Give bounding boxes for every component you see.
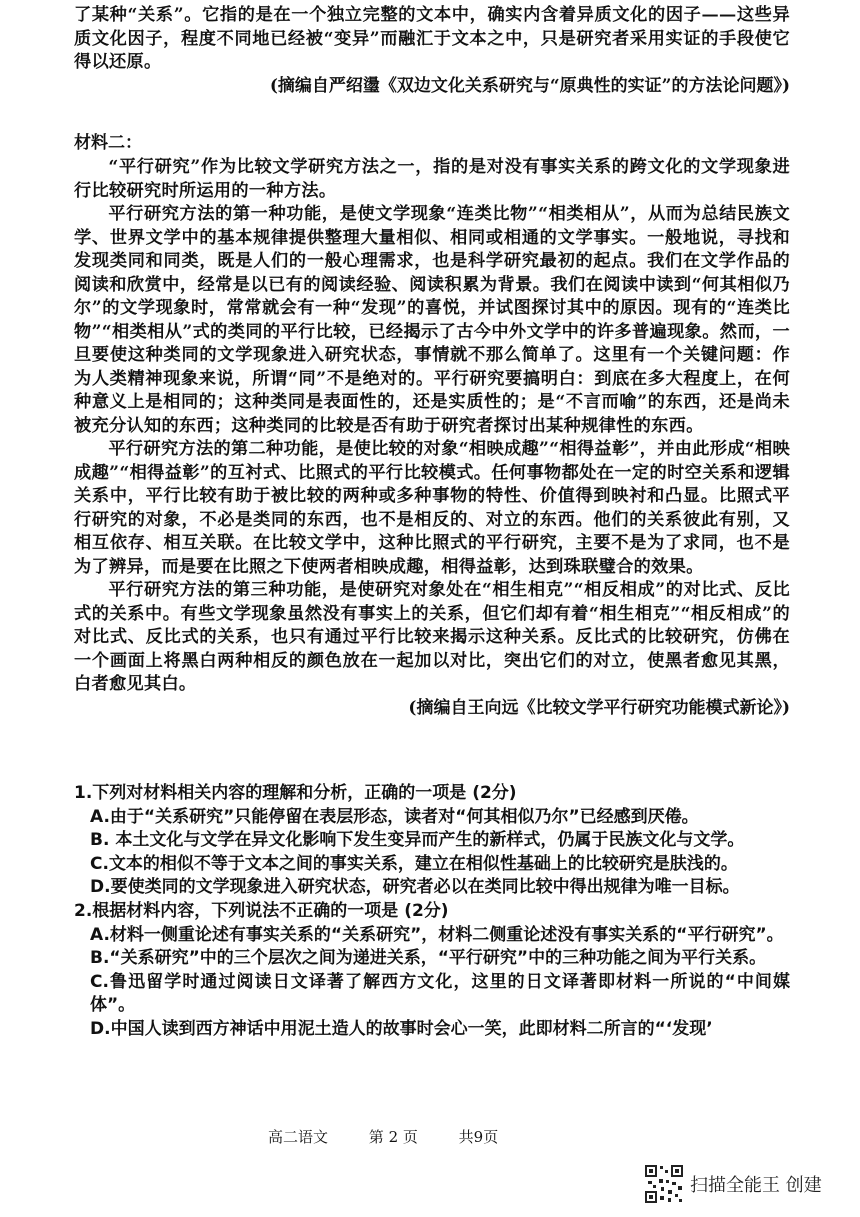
question-option: A.材料一侧重论述有事实关系的“关系研究”，材料二侧重论述没有事实关系的“平行研究”。 bbox=[90, 924, 784, 945]
material-two-source: (摘编自王向远《比较文学平行研究功能模式新论》) bbox=[408, 697, 790, 718]
question-option: C.鲁迅留学时通过阅读日文译著了解西方文化，这里的日文译著即材料一所说的“中间媒体”。 bbox=[90, 971, 790, 1016]
question-option: D.要使类同的文学现象进入研究状态，研究者必以在类同比较中得出规律为唯一目标。 bbox=[90, 877, 740, 898]
question-option: B.“关系研究”中的三个层次之间为递进关系，“平行研究”中的三种功能之间为平行关系。 bbox=[90, 948, 767, 969]
scanner-watermark bbox=[644, 1164, 822, 1204]
watermark-text: 扫描全能王 创建 bbox=[690, 1175, 822, 1196]
material-one-tail bbox=[74, 4, 790, 98]
footer-page-number: 第 2 页 bbox=[368, 1128, 418, 1146]
material-two bbox=[74, 118, 790, 720]
question-option: B. 本土文化与文学在异文化影响下发生变异而产生的新样式，仍属于民族文化与文学。 bbox=[90, 830, 745, 851]
question-stem: 2.根据材料内容，下列说法不正确的一项是 (2分) bbox=[74, 900, 449, 921]
footer-total-pages: 共9页 bbox=[458, 1128, 499, 1146]
question-option: C.文本的相似不等于文本之间的事实关系，建立在相似性基础上的比较研究是肤浅的。 bbox=[90, 853, 738, 874]
question-option: D.中国人读到西方神话中用泥土造人的故事时会心一笑，此即材料二所言的“‘发现’ bbox=[90, 1018, 713, 1039]
material-one-text: 了某种“关系”。它指的是在一个独立完整的文本中，确实内含着异质文化的因子——这些异质文化因子，程度不同地已经被“变异”而融汇于文本之中，只是研究者采用实证的手段使它得以还原。 bbox=[74, 5, 790, 72]
question-option: A.由于“关系研究”只能停留在表层形态，读者对“何其相似乃尔”已经感到厌倦。 bbox=[90, 806, 699, 827]
question-stem: 1.下列对材料相关内容的理解和分析，正确的一项是 (2分) bbox=[74, 783, 517, 803]
footer-subject: 高二语文 bbox=[268, 1128, 329, 1146]
material-two-heading: 材料二： bbox=[74, 133, 142, 153]
qr-code-icon bbox=[644, 1164, 684, 1204]
page-footer bbox=[268, 1126, 534, 1147]
material-two-paragraph: 平行研究方法的第一种功能，是使文学现象“连类比物”“相类相从”，从而为总结民族文学、世界文学中的基本规律提供整理大量相似、相同或相通的文学事实。一般地说，寻找和发现类同和同类，既是人们的一般心理需求，也是科学研究最初的起点。我们在文学作品的阅读和欣赏中，经常是以已有的阅读经验、阅读积累为背景。我们在阅读中读到“何其相似乃尔”的文学现象时，常常就会有一种“发现”的喜悦，并试图探讨其中的原因。现有的“连类比物”“相类相从”式的类同的平行比较，已经揭示了古今中外文学中的许多普遍现象。然而，一旦要使这种类同的文学现象进入研究状态，事情就不那么简单了。这里有一个关键问题：作为人类精神现象来说，所谓“同”不是绝对的。平行研究要搞明白：到底在多大程度上，在何种意义上是相同的；这种类同是表面性的，还是实质性的；是“不言而喻”的东西，还是尚未被充分认知的东西；这种类同的比较是否有助于研究者探讨出某种规律性的东西。 bbox=[74, 204, 790, 436]
material-two-paragraph: 平行研究方法的第三种功能，是使研究对象处在“相生相克”“相反相成”的对比式、反比式的关系中。有些文学现象虽然没有事实上的关系，但它们却有着“相生相克”“相反相成”的对比式、反比式的关系，也只有通过平行比较来揭示这种关系。反比式的比较研究，仿佛在一个画面上将黑白两种相反的颜色放在一起加以对比，突出它们的对立，使黑者愈见其黑，白者愈见其白。 bbox=[74, 580, 790, 694]
material-two-paragraph: 平行研究方法的第二种功能，是使比较的对象“相映成趣”“相得益彰”，并由此形成“相映成趣”“相得益彰”的互衬式、比照式的平行比较模式。任何事物都处在一定的时空关系和逻辑关系中，平行比较有助于被比较的两种或多种事物的特性、价值得到映衬和凸显。比照式平行研究的对象，不必是类同的东西，也不是相反的、对立的东西。他们的关系彼此有别，又相互依存、相互关联。在比较文学中，这种比照式的平行研究，主要不是为了求同，也不是为了辨异，而是要在比照之下使两者相映成趣，相得益彰，达到珠联璧合的效果。 bbox=[74, 439, 790, 577]
material-one-source: (摘编自严绍璗《双边文化关系研究与“原典性的实证”的方法论问题》) bbox=[269, 75, 790, 96]
material-two-paragraph: “平行研究”作为比较文学研究方法之一，指的是对没有事实关系的跨文化的文学现象进行比较研究时所运用的一种方法。 bbox=[74, 157, 790, 201]
question-section bbox=[74, 782, 790, 1042]
